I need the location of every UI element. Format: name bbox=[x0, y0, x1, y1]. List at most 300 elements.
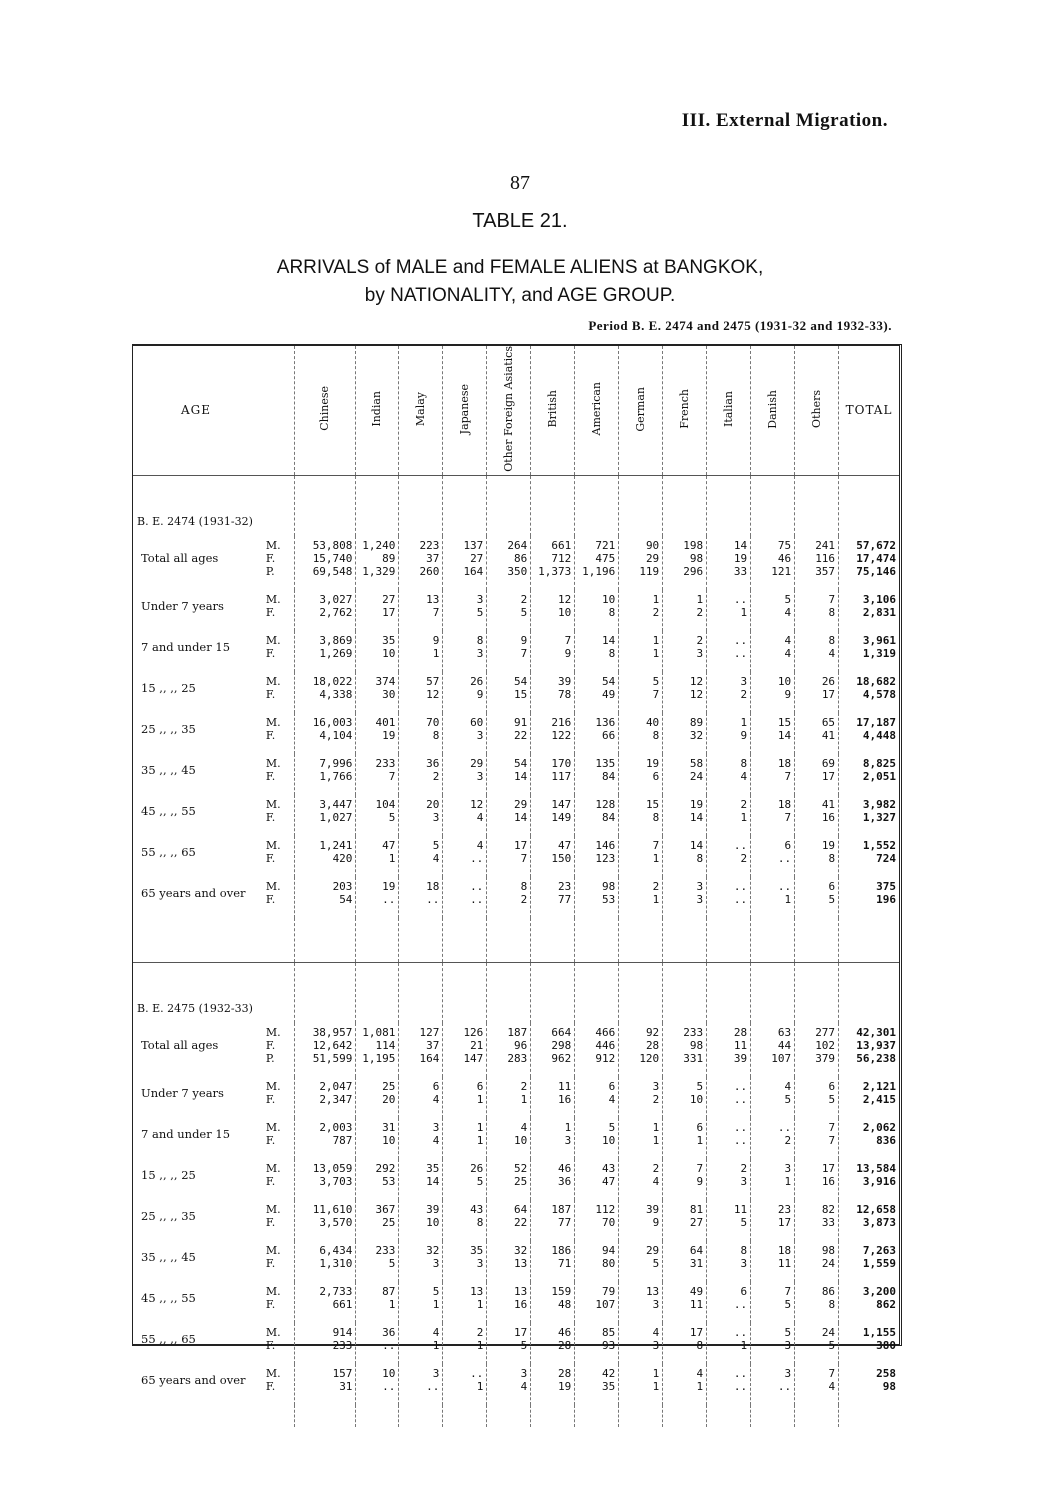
sex-label: F. bbox=[265, 728, 276, 742]
cell-value: 8 bbox=[432, 728, 440, 742]
total-value: 3,961 bbox=[862, 633, 896, 647]
cell-value: 10 bbox=[777, 674, 792, 688]
cell-value: 12 bbox=[689, 674, 704, 688]
sex-label: M. bbox=[265, 1120, 281, 1134]
cell-value: 29 bbox=[470, 756, 484, 770]
value-cell bbox=[575, 590, 619, 631]
value-cell bbox=[399, 754, 443, 795]
value-cell bbox=[575, 754, 619, 795]
age-column-header: AGE bbox=[133, 346, 295, 475]
cell-value: .. bbox=[733, 1133, 748, 1147]
cell-value: 30 bbox=[382, 687, 396, 701]
value-cell bbox=[399, 713, 443, 754]
cell-value: 114 bbox=[375, 1038, 396, 1052]
column-header-british bbox=[531, 346, 575, 475]
cell-value: 22 bbox=[514, 728, 528, 742]
cell-value: 1 bbox=[784, 1174, 792, 1188]
cell-value: 98 bbox=[689, 1038, 704, 1052]
sex-label: M. bbox=[265, 797, 281, 811]
cell-value: 223 bbox=[419, 538, 440, 552]
value-cell bbox=[663, 1159, 707, 1200]
cell-value: 7 bbox=[652, 838, 660, 852]
cell-value: 28 bbox=[558, 1338, 572, 1352]
cell-value: 17 bbox=[514, 1325, 528, 1339]
cell-value: .. bbox=[470, 879, 484, 893]
cell-value: 17 bbox=[821, 687, 836, 701]
cell-value: 1 bbox=[652, 1379, 660, 1393]
age-group-label: 25 ,, ,, 35 bbox=[141, 1208, 196, 1223]
value-cell bbox=[399, 877, 443, 918]
age-group-label: 65 years and over bbox=[141, 885, 246, 900]
value-cell bbox=[707, 672, 751, 713]
cell-value: 93 bbox=[601, 1338, 616, 1352]
value-cell bbox=[487, 536, 531, 590]
cell-value: 3 bbox=[652, 1079, 660, 1093]
value-cell bbox=[707, 1077, 751, 1118]
page-number: 87 bbox=[510, 172, 530, 194]
cell-value: 2 bbox=[696, 605, 704, 619]
cell-value: 1 bbox=[652, 892, 660, 906]
value-cell bbox=[443, 1077, 487, 1118]
table-row bbox=[133, 631, 899, 672]
cell-value: 164 bbox=[463, 564, 484, 578]
value-cell bbox=[707, 754, 751, 795]
cell-value: 26 bbox=[821, 674, 836, 688]
cell-value: 33 bbox=[821, 1215, 836, 1229]
cell-value: 4 bbox=[476, 810, 484, 824]
cell-value: 2 bbox=[740, 797, 748, 811]
sex-labels bbox=[264, 1200, 295, 1241]
value-cell bbox=[531, 1118, 575, 1159]
cell-value: 69 bbox=[821, 756, 836, 770]
value-cell bbox=[795, 672, 839, 713]
cell-value: 9 bbox=[520, 633, 528, 647]
value-cell bbox=[443, 1282, 487, 1323]
value-cell bbox=[443, 1200, 487, 1241]
value-cell bbox=[575, 713, 619, 754]
cell-value: 1 bbox=[652, 592, 660, 606]
value-cell bbox=[707, 590, 751, 631]
sex-labels bbox=[264, 795, 295, 836]
value-cell bbox=[443, 590, 487, 631]
total-value: 2,062 bbox=[862, 1120, 896, 1134]
value-cell bbox=[663, 1118, 707, 1159]
cell-value: 32 bbox=[426, 1243, 440, 1257]
value-cell bbox=[487, 1282, 531, 1323]
value-cell bbox=[356, 795, 399, 836]
value-cell bbox=[487, 754, 531, 795]
value-cell bbox=[619, 631, 663, 672]
cell-value: 16 bbox=[821, 810, 836, 824]
value-cell bbox=[356, 672, 399, 713]
section-heading: III. External Migration. bbox=[681, 110, 888, 131]
value-cell bbox=[751, 1023, 795, 1077]
value-cell bbox=[619, 1364, 663, 1405]
total-value: 42,301 bbox=[856, 1025, 896, 1039]
cell-value: 117 bbox=[551, 769, 572, 783]
value-cell bbox=[663, 754, 707, 795]
cell-value: .. bbox=[733, 1120, 748, 1134]
sex-label: M. bbox=[265, 1202, 281, 1216]
cell-value: 2 bbox=[740, 1161, 748, 1175]
cell-value: 9 bbox=[740, 728, 748, 742]
cell-value: 5 bbox=[388, 810, 396, 824]
cell-value: 5 bbox=[608, 1120, 616, 1134]
value-cell bbox=[575, 1159, 619, 1200]
sex-labels bbox=[264, 590, 295, 631]
cell-value: 86 bbox=[514, 551, 528, 565]
sex-labels bbox=[264, 1077, 295, 1118]
cell-value: 721 bbox=[595, 538, 616, 552]
total-cell bbox=[839, 877, 899, 918]
cell-value: 79 bbox=[601, 1284, 616, 1298]
cell-value: 112 bbox=[595, 1202, 616, 1216]
cell-value: 39 bbox=[645, 1202, 660, 1216]
value-cell bbox=[795, 590, 839, 631]
total-value: 862 bbox=[876, 1297, 896, 1311]
value-cell bbox=[443, 1159, 487, 1200]
cell-value: 1,027 bbox=[319, 810, 353, 824]
age-group-label: 35 ,, ,, 45 bbox=[141, 1249, 196, 1264]
cell-value: 35 bbox=[426, 1161, 440, 1175]
total-value: 17,474 bbox=[856, 551, 896, 565]
value-cell bbox=[399, 795, 443, 836]
cell-value: 241 bbox=[815, 538, 836, 552]
cell-value: 9 bbox=[476, 687, 484, 701]
cell-value: 2,047 bbox=[319, 1079, 353, 1093]
cell-value: 70 bbox=[601, 1215, 616, 1229]
cell-value: 661 bbox=[332, 1297, 353, 1311]
value-cell bbox=[663, 713, 707, 754]
cell-value: 57 bbox=[426, 674, 440, 688]
cell-value: 3 bbox=[740, 674, 748, 688]
cell-value: 20 bbox=[382, 1092, 396, 1106]
cell-value: 14 bbox=[514, 810, 528, 824]
total-value: 3,916 bbox=[862, 1174, 896, 1188]
value-cell bbox=[707, 1200, 751, 1241]
cell-value: 13 bbox=[470, 1284, 484, 1298]
cell-value: 13 bbox=[426, 592, 440, 606]
value-cell bbox=[575, 836, 619, 877]
value-cell bbox=[619, 877, 663, 918]
value-cell bbox=[663, 536, 707, 590]
value-cell bbox=[356, 631, 399, 672]
cell-value: 19 bbox=[645, 756, 660, 770]
value-cell bbox=[531, 1323, 575, 1364]
cell-value: 1 bbox=[564, 1120, 572, 1134]
value-cell bbox=[575, 1241, 619, 1282]
cell-value: 5 bbox=[784, 1092, 792, 1106]
cell-value: 84 bbox=[601, 769, 616, 783]
cell-value: .. bbox=[733, 1092, 748, 1106]
cell-value: .. bbox=[733, 1366, 748, 1380]
value-cell bbox=[487, 672, 531, 713]
cell-value: 48 bbox=[558, 1297, 572, 1311]
total-cell bbox=[839, 1323, 899, 1364]
cell-value: 123 bbox=[595, 851, 616, 865]
cell-value: 4 bbox=[520, 1379, 528, 1393]
value-cell bbox=[399, 1023, 443, 1077]
cell-value: 41 bbox=[821, 797, 836, 811]
column-header-others bbox=[795, 346, 839, 475]
cell-value: 6 bbox=[696, 1120, 704, 1134]
cell-value: 10 bbox=[514, 1133, 528, 1147]
sex-label: M. bbox=[265, 1325, 281, 1339]
cell-value: 8 bbox=[608, 646, 616, 660]
table-row bbox=[133, 1282, 899, 1323]
section-title-row bbox=[133, 962, 899, 1023]
cell-value: 475 bbox=[595, 551, 616, 565]
cell-value: 7 bbox=[828, 1133, 836, 1147]
value-cell bbox=[619, 713, 663, 754]
cell-value: 36 bbox=[426, 756, 440, 770]
cell-value: 216 bbox=[551, 715, 572, 729]
sex-label: M. bbox=[265, 1243, 281, 1257]
column-header-label: Chinese bbox=[318, 386, 332, 432]
cell-value: 24 bbox=[821, 1256, 836, 1270]
value-cell bbox=[443, 1118, 487, 1159]
total-cell bbox=[839, 1282, 899, 1323]
column-header-indian bbox=[356, 346, 399, 475]
value-cell bbox=[707, 536, 751, 590]
cell-value: 10 bbox=[601, 592, 616, 606]
value-cell bbox=[575, 877, 619, 918]
value-cell bbox=[531, 754, 575, 795]
value-cell bbox=[531, 1159, 575, 1200]
cell-value: 374 bbox=[375, 674, 396, 688]
cell-value: 6 bbox=[476, 1079, 484, 1093]
cell-value: 233 bbox=[375, 756, 396, 770]
total-value: 4,578 bbox=[862, 687, 896, 701]
cell-value: .. bbox=[426, 1379, 440, 1393]
cell-value: 4 bbox=[432, 1325, 440, 1339]
value-cell bbox=[356, 1077, 399, 1118]
cell-value: 10 bbox=[426, 1215, 440, 1229]
cell-value: 277 bbox=[815, 1025, 836, 1039]
sex-label: M. bbox=[265, 756, 281, 770]
value-cell bbox=[795, 1077, 839, 1118]
cell-value: 29 bbox=[514, 797, 528, 811]
value-cell bbox=[356, 1200, 399, 1241]
value-cell bbox=[751, 590, 795, 631]
value-cell bbox=[663, 836, 707, 877]
value-cell bbox=[619, 1241, 663, 1282]
column-header-malay bbox=[399, 346, 443, 475]
table-row bbox=[133, 1200, 899, 1241]
sex-labels bbox=[264, 631, 295, 672]
table-title-line1: ARRIVALS of MALE and FEMALE ALIENS at BANGKOK, bbox=[276, 257, 764, 278]
value-cell bbox=[399, 1077, 443, 1118]
cell-value: 1,196 bbox=[582, 564, 616, 578]
cell-value: 7,996 bbox=[319, 756, 353, 770]
total-cell bbox=[839, 1023, 899, 1077]
value-cell bbox=[295, 1118, 356, 1159]
value-cell bbox=[707, 1282, 751, 1323]
cell-value: 962 bbox=[551, 1051, 572, 1065]
cell-value: 5 bbox=[432, 838, 440, 852]
column-header-danish bbox=[751, 346, 795, 475]
cell-value: 12 bbox=[426, 687, 440, 701]
cell-value: 7 bbox=[696, 1161, 704, 1175]
sex-label: F. bbox=[265, 1038, 276, 1052]
cell-value: 87 bbox=[382, 1284, 396, 1298]
cell-value: 2,762 bbox=[319, 605, 353, 619]
cell-value: 8 bbox=[828, 633, 836, 647]
cell-value: 2 bbox=[652, 879, 660, 893]
cell-value: .. bbox=[733, 646, 748, 660]
cell-value: 27 bbox=[470, 551, 484, 565]
value-cell bbox=[575, 536, 619, 590]
cell-value: 54 bbox=[514, 674, 528, 688]
cell-value: 1,241 bbox=[319, 838, 353, 852]
cell-value: 1 bbox=[652, 1366, 660, 1380]
cell-value: 1,195 bbox=[362, 1051, 396, 1065]
cell-value: 42 bbox=[601, 1366, 616, 1380]
cell-value: 35 bbox=[382, 633, 396, 647]
cell-value: 6 bbox=[784, 838, 792, 852]
column-header-american bbox=[575, 346, 619, 475]
cell-value: 46 bbox=[777, 551, 792, 565]
value-cell bbox=[356, 1323, 399, 1364]
cell-value: 2 bbox=[740, 851, 748, 865]
value-cell bbox=[619, 1023, 663, 1077]
sex-label: F. bbox=[265, 687, 276, 701]
value-cell bbox=[707, 795, 751, 836]
cell-value: 146 bbox=[595, 838, 616, 852]
cell-value: 912 bbox=[595, 1051, 616, 1065]
value-cell bbox=[619, 590, 663, 631]
cell-value: 80 bbox=[601, 1256, 616, 1270]
value-cell bbox=[399, 1159, 443, 1200]
cell-value: 1 bbox=[476, 1297, 484, 1311]
cell-value: 187 bbox=[507, 1025, 528, 1039]
sex-label: M. bbox=[265, 715, 281, 729]
age-group-label: 65 years and over bbox=[141, 1372, 246, 1387]
total-cell bbox=[839, 1364, 899, 1405]
cell-value: 14 bbox=[514, 769, 528, 783]
cell-value: 6 bbox=[828, 1079, 836, 1093]
cell-value: .. bbox=[382, 892, 396, 906]
total-value: 375 bbox=[876, 879, 896, 893]
cell-value: 7 bbox=[520, 851, 528, 865]
cell-value: 17 bbox=[777, 1215, 792, 1229]
cell-value: 7 bbox=[828, 1366, 836, 1380]
value-cell bbox=[295, 1023, 356, 1077]
sex-label: F. bbox=[265, 551, 276, 565]
value-cell bbox=[795, 754, 839, 795]
value-cell bbox=[663, 795, 707, 836]
age-group-label: 35 ,, ,, 45 bbox=[141, 762, 196, 777]
cell-value: 31 bbox=[382, 1120, 396, 1134]
total-value: 8,825 bbox=[862, 756, 896, 770]
cell-value: 9 bbox=[432, 633, 440, 647]
cell-value: 11 bbox=[558, 1079, 572, 1093]
sex-labels bbox=[264, 877, 295, 918]
cell-value: 8 bbox=[740, 756, 748, 770]
cell-value: 1 bbox=[652, 646, 660, 660]
table-row bbox=[133, 672, 899, 713]
total-value: 3,873 bbox=[862, 1215, 896, 1229]
total-cell bbox=[839, 1241, 899, 1282]
column-header-label: Italian bbox=[721, 390, 735, 427]
cell-value: 7 bbox=[520, 646, 528, 660]
value-cell bbox=[295, 877, 356, 918]
cell-value: 264 bbox=[507, 538, 528, 552]
sex-label: M. bbox=[265, 1284, 281, 1298]
value-cell bbox=[619, 1159, 663, 1200]
value-cell bbox=[399, 672, 443, 713]
value-cell bbox=[443, 1241, 487, 1282]
cell-value: .. bbox=[470, 851, 484, 865]
value-cell bbox=[487, 877, 531, 918]
value-cell bbox=[707, 1159, 751, 1200]
cell-value: 3 bbox=[476, 1256, 484, 1270]
cell-value: 5 bbox=[652, 1256, 660, 1270]
total-value: 17,187 bbox=[856, 715, 896, 729]
cell-value: 69,548 bbox=[312, 564, 353, 578]
total-value: 7,263 bbox=[862, 1243, 896, 1257]
value-cell bbox=[663, 877, 707, 918]
value-cell bbox=[707, 1118, 751, 1159]
age-group-label: 15 ,, ,, 25 bbox=[141, 680, 196, 695]
cell-value: 91 bbox=[514, 715, 528, 729]
cell-value: 17 bbox=[514, 838, 528, 852]
cell-value: 3,703 bbox=[319, 1174, 353, 1188]
sex-label: M. bbox=[265, 592, 281, 606]
value-cell bbox=[663, 1077, 707, 1118]
cell-value: 1 bbox=[388, 851, 396, 865]
cell-value: 1,081 bbox=[362, 1025, 396, 1039]
cell-value: 8 bbox=[828, 851, 836, 865]
value-cell bbox=[356, 1282, 399, 1323]
cell-value: 19 bbox=[382, 728, 396, 742]
value-cell bbox=[663, 1323, 707, 1364]
column-header-label: Other Foreign Asiatics bbox=[501, 346, 515, 472]
cell-value: 15 bbox=[777, 715, 792, 729]
cell-value: 38,957 bbox=[312, 1025, 353, 1039]
value-cell bbox=[575, 1077, 619, 1118]
cell-value: 6 bbox=[608, 1079, 616, 1093]
value-cell bbox=[399, 1241, 443, 1282]
cell-value: 296 bbox=[683, 564, 704, 578]
value-cell bbox=[443, 795, 487, 836]
sex-label: F. bbox=[265, 1297, 276, 1311]
cell-value: 914 bbox=[332, 1325, 353, 1339]
cell-value: 119 bbox=[639, 564, 660, 578]
value-cell bbox=[795, 1023, 839, 1077]
value-cell bbox=[707, 1364, 751, 1405]
cell-value: 2 bbox=[696, 633, 704, 647]
cell-value: 15 bbox=[645, 797, 660, 811]
cell-value: .. bbox=[470, 1366, 484, 1380]
cell-value: 46 bbox=[558, 1161, 572, 1175]
cell-value: 283 bbox=[507, 1051, 528, 1065]
cell-value: 9 bbox=[652, 1215, 660, 1229]
table-row bbox=[133, 1241, 899, 1282]
age-group-label: 55 ,, ,, 65 bbox=[141, 844, 196, 859]
total-value: 196 bbox=[876, 892, 896, 906]
cell-value: 39 bbox=[733, 1051, 748, 1065]
cell-value: 36 bbox=[558, 1174, 572, 1188]
cell-value: 420 bbox=[332, 851, 353, 865]
cell-value: 8 bbox=[740, 1243, 748, 1257]
total-value: 75,146 bbox=[856, 564, 896, 578]
sex-labels bbox=[264, 1282, 295, 1323]
cell-value: .. bbox=[733, 1079, 748, 1093]
total-value: 98 bbox=[882, 1379, 896, 1393]
sex-labels bbox=[264, 1241, 295, 1282]
cell-value: 1 bbox=[652, 633, 660, 647]
